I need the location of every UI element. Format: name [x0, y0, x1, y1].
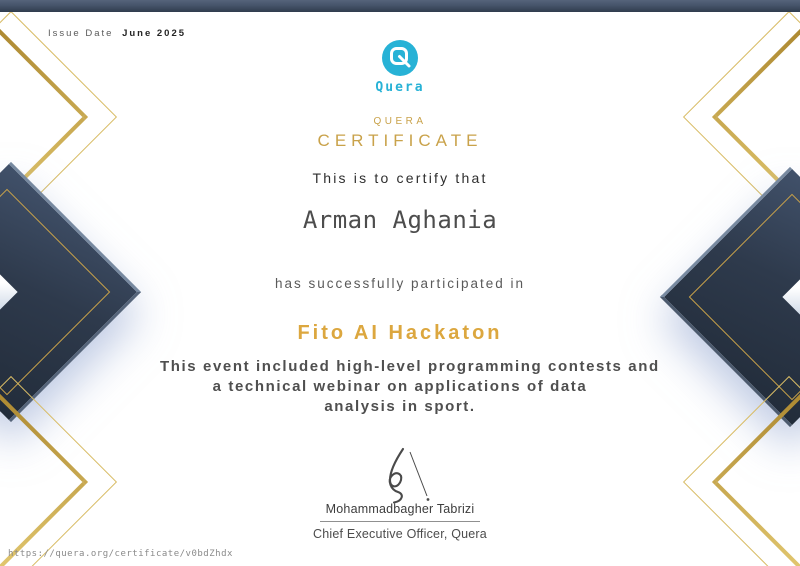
quera-logo-q-icon — [382, 40, 418, 76]
certificate-title: CERTIFICATE — [317, 131, 483, 150]
event-description-line-3: analysis in sport. — [324, 398, 476, 415]
issue-date-label: Issue Date — [48, 28, 114, 39]
event-description — [160, 357, 660, 417]
quera-wordmark: Quera — [375, 80, 425, 95]
event-title: Fito AI Hackaton — [297, 322, 503, 344]
issue-date — [48, 28, 186, 39]
issue-date-value: June 2025 — [122, 28, 187, 39]
signer-role: Chief Executive Officer, Quera — [313, 527, 487, 541]
recipient-name: Arman Aghania — [302, 206, 498, 234]
certificate-url-link[interactable]: https://quera.org/certificate/v0bdZhdx — [8, 549, 233, 559]
signature-divider — [320, 521, 480, 522]
participation-line: has successfully participated in — [274, 276, 526, 291]
event-description-line-1: This event included high-level programming contests and — [160, 358, 660, 375]
signer-name: Mohammadbagher Tabrizi — [325, 502, 475, 516]
heading-kicker: QUERA — [373, 116, 427, 127]
certify-line: This is to certify that — [312, 170, 488, 186]
quera-logo-icon — [0, 40, 800, 81]
event-description-line-2: a technical webinar on applications of data — [212, 378, 588, 395]
signature-icon — [358, 447, 442, 505]
